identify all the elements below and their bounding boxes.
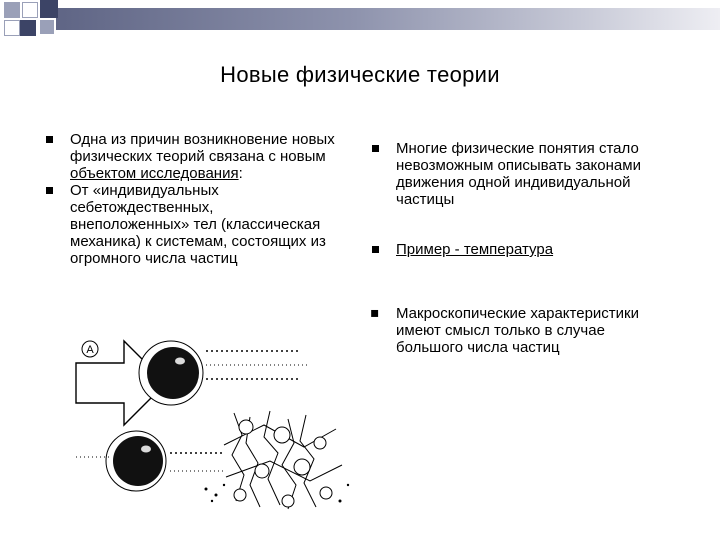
square-bullet-icon	[46, 136, 53, 143]
particle-scattering-illustration	[74, 325, 364, 525]
left-item-2-text: От «индивидуальных себетождественных, внеположенных» тел (классическая механика) к системам, состоящих из огромного числа частиц	[70, 182, 326, 267]
checkbox-bullet-icon: ▪	[370, 305, 380, 321]
right-bullet-item-1	[372, 140, 662, 208]
header-square-5	[4, 20, 20, 36]
left-bullet-list	[46, 131, 336, 267]
header-square-4	[20, 20, 36, 36]
header-square-2	[22, 2, 38, 18]
left-item-1-suffix: :	[238, 165, 243, 182]
illustration-svg	[74, 325, 364, 525]
right-item-1-text: Многие физические понятия стало невозможным описывать законами движения одной индивидуальной частицы	[396, 140, 641, 208]
illustration-label: A	[86, 344, 94, 356]
left-bullet-item-2	[46, 182, 336, 267]
header-square-3	[40, 0, 58, 18]
left-item-1-text: Одна из причин возникновение новых физических теорий связана с новым	[70, 131, 335, 165]
right-item-3-text: Макроскопические характеристики имеют смысл только в случае большого числа частиц	[396, 305, 639, 356]
square-bullet-icon	[372, 145, 379, 152]
ball-bottom-highlight	[141, 446, 151, 453]
left-bullet-item-1	[46, 131, 336, 182]
left-item-1-link[interactable]: объектом исследования	[70, 165, 239, 182]
ball-bottom	[113, 436, 163, 486]
right-bullet-item-2	[372, 241, 662, 258]
ball-top	[147, 347, 199, 399]
header-decoration	[0, 0, 720, 40]
right-bullet-item-3	[372, 305, 662, 356]
right-bullet-list	[372, 140, 662, 356]
header-gradient-bar	[56, 8, 720, 30]
header-square-6	[40, 20, 54, 34]
square-bullet-icon	[372, 246, 379, 253]
right-item-2-link[interactable]: Пример - температура	[396, 241, 554, 258]
slide-title: Новые физические теории	[220, 62, 500, 87]
square-bullet-icon	[46, 187, 53, 194]
ball-top-highlight	[175, 358, 185, 365]
header-square-1	[4, 2, 20, 18]
